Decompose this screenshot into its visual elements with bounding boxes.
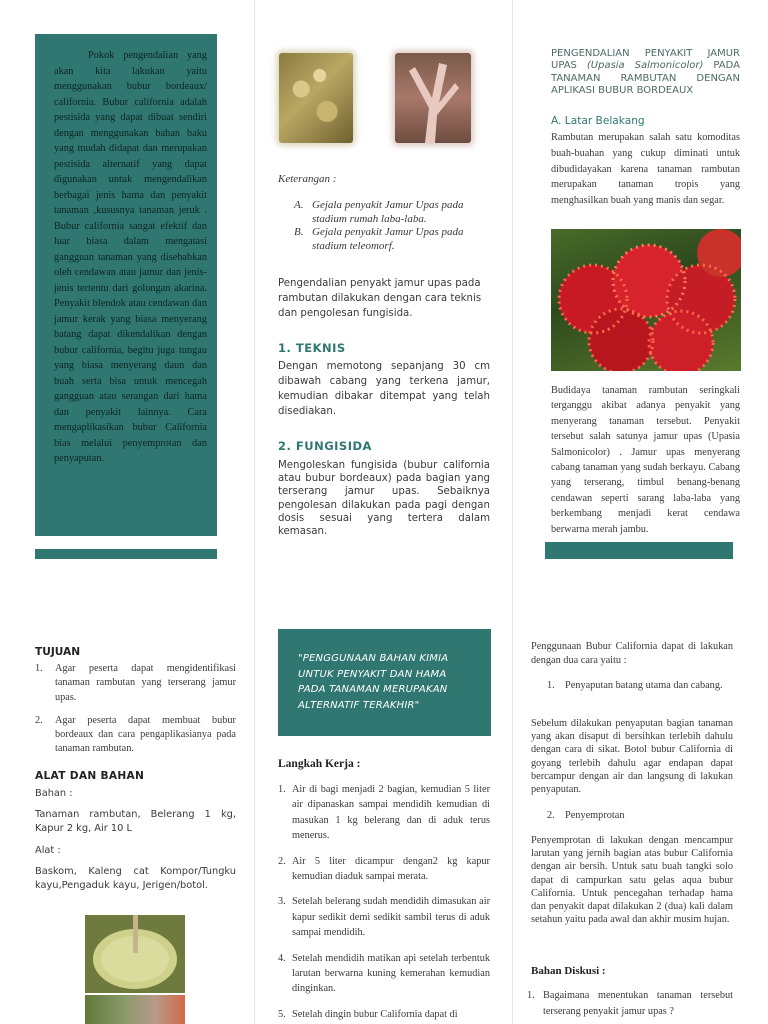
diskusi-item — [527, 988, 733, 1019]
rambutan-photo — [551, 229, 741, 371]
step-item — [278, 782, 490, 844]
penyemprotan-text: Penyemprotan di lakukan dengan mencampur larutan yang jernih bagian atas bubur California dengan air bersih. Untuk satu buah tangki solo dapat di campurkan satu gelas aqua bubur California. Untuk pencegahan terhadap hama dan penyakit dapat dilakukan 2 (dua) kali dalam setahun yaitu pada awal dan akhir musim hujan. — [531, 835, 733, 926]
fungisida-text: Mengoleskan fungisida (bubur california atau bubur bordeaux) pada bagian yang terserang jamur upas. Sebaiknya pengolesan dilakukan pada pagi dengan dosis sesuai yang tertera dalam kemasan. — [278, 460, 490, 538]
penyaputan-text: Sebelum dilakukan penyaputan bagian tanaman yang akan disaput di bersihkan terlebih dahulu dengan cara di sikat. Botol bubur California di goyang terlebih dahulu agar endapan dapat bercampur dengan air dan langsung di lakukan penyaputan. — [531, 718, 733, 796]
step-item — [278, 854, 490, 885]
brochure-title — [551, 48, 740, 97]
caption-text: Gejala penyakit Jamur Upas pada stadium teleomorf. — [312, 226, 464, 252]
diskusi-heading: Bahan Diskusi : — [531, 965, 606, 977]
rambutan-fruit-icon — [551, 229, 741, 371]
step-num: 3. — [278, 896, 286, 908]
caption-title: Keterangan : — [278, 173, 337, 185]
step-num: 1. — [278, 784, 286, 795]
tujuan-text: Agar peserta dapat membuat bubur bordeaux dan cara pengaplikasianya pada tanaman rambutan. — [55, 714, 236, 755]
title-part-b: PADA TANAMAN RAMBUTAN DENGAN APLIKASI BUBUR BORDEAUX — [551, 60, 740, 96]
quote-box — [278, 629, 491, 736]
step-text: Air di bagi menjadi 2 bagian, kemudian 5 liter air dipanaskan sampai mendidih kemudian di masukan 1 kg belerang dan di aduk terus menerus. — [292, 784, 490, 842]
bahan-text: Tanaman rambutan, Belerang 1 kg, Kapur 2 kg, Air 10 L — [35, 809, 236, 834]
tujuan-item — [35, 662, 236, 705]
tujuan-num: 2. — [35, 714, 43, 726]
step-num: 4. — [278, 952, 286, 964]
bahan-label: Bahan : — [35, 788, 73, 799]
control-intro: Pengendalian penyakt jamur upas pada rambutan dilakukan dengan cara teknis dan pengolesan fungisida. — [278, 278, 482, 319]
teal-bar-right — [545, 542, 733, 559]
intro-text-box — [35, 34, 217, 536]
budidaya-text: Budidaya tanaman rambutan seringkali terganggu akibat adanya penyakit yang menyerang tanaman tersebut. Penyakit tersebut salah satunya jamur upas (Upasia Salmonicolor) . Jamur upas menyerang cabang tanaman yang sudah berkayu. Cabang yang terserang, timbul benang-benang cendawan seperti sarang laba-laba yang berkembang menjadi kerat cendawa berwarna merah jambu. — [551, 385, 740, 535]
latar-text: Rambutan merupakan salah satu komoditas buah-buahan yang cukup diminati untuk dibudidayakan karena tanaman rambutan merupakan tanaman tropis yang menghasilkan buah yang manis dan segar. — [551, 132, 740, 207]
tujuan-text: Agar peserta dapat mengidentifikasi tanaman rambutan yang terserang jamur upas. — [55, 663, 236, 703]
alat-text: Baskom, Kaleng cat Kompor/Tungku kayu,Pengaduk kayu, Jerigen/botol. — [35, 866, 236, 891]
fungisida-heading: 2. FUNGISIDA — [278, 439, 372, 453]
column-divider-right — [512, 0, 513, 1024]
usage-num: 1. — [547, 680, 555, 691]
basin-icon — [85, 915, 185, 993]
caption-item-a — [294, 199, 478, 226]
step-text: Setelah mendidih matikan api setelah terbentuk larutan berwarna kuning kemerahan kemudian dinginkan. — [292, 952, 490, 995]
usage-text: Penyaputan batang utama dan cabang. — [565, 680, 723, 691]
caption-letter: A. — [294, 199, 304, 211]
langkah-heading: Langkah Kerja : — [278, 758, 361, 770]
tujuan-item — [35, 714, 236, 757]
fungus-photo-a — [279, 53, 353, 143]
step-num: 5. — [278, 1008, 286, 1020]
column-divider-left — [254, 0, 255, 1024]
bubur-photo — [85, 915, 185, 993]
diskusi-text: Bagaimana menentukan tanaman tersebut terserang penyakit jamur upas ? — [543, 990, 733, 1017]
step-text: Air 5 liter dicampur dengan2 kg kapur kemudian diaduk sampai merata. — [292, 855, 490, 883]
tujuan-heading: TUJUAN — [35, 646, 81, 658]
tujuan-list — [35, 662, 236, 757]
teknis-heading: 1. TEKNIS — [278, 341, 346, 355]
tools-photo — [85, 995, 185, 1024]
usage-text: Penyemprotan — [565, 810, 625, 821]
diskusi-num: 1. — [527, 990, 535, 1001]
usage-item-2 — [547, 809, 733, 823]
step-item — [278, 1007, 490, 1022]
alat-label: Alat : — [35, 845, 61, 856]
caption-letter: B. — [294, 226, 304, 238]
usage-intro: Penggunaan Bubur California dapat di lakukan dengan dua cara yaitu : — [531, 641, 733, 666]
caption-item-b — [294, 226, 478, 253]
quote-text: "PENGGUNAAN BAHAN KIMIA UNTUK PENYAKIT DAN HAMA PADA TANAMAN MERUPAKAN ALTERNATIF TERAKHIR" — [298, 653, 449, 711]
steps-list — [278, 782, 490, 1022]
title-italic: (Upasia Salmonicolor) — [586, 60, 704, 72]
intro-box-text: Pokok pengendalian yang akan kita lakukan yaitu menggunakan bubur bordeaux/ california. Bubur california adalah pestisida yang dapat dibuat sendiri dengan menggunakan bahan baku yang mudah didapat dan merupakan pestisida alternatif yang dapat digunakan untuk mengendalikan berbagai jenis hama dan penyakit tanaman ,kususnya tanaman jeruk . Bubur california sangat efektif dan luar biasa dalam mengatasi gangguan tanaman yang disebabkan oleh cendawan atau jamur dan jenis-jenis tertentu dari golongan akarina. Penyakit blendok atau cendawan dan jamur kerak yang biasa menyerang batang dapat dikendalikan dengan bubur california, begitu juga tungau yang biasa menyerang daun dan buah serta bisa untuk mencegah gangguan atau serangan dari hama dan penyakit lainnya. Cara mengaplikasikan bubur California bias melalui penyemprotan dan penyaputan. — [54, 50, 207, 464]
alat-bahan-heading: ALAT DAN BAHAN — [35, 770, 145, 782]
step-text: Setelah dingin bubur California dapat di — [292, 1008, 458, 1020]
caption-text: Gejala penyakit Jamur Upas pada stadium rumah laba-laba. — [312, 199, 464, 225]
teal-bar-left — [35, 549, 217, 559]
fungus-photo-b — [395, 53, 471, 143]
step-num: 2. — [278, 855, 286, 867]
branch-icon — [395, 53, 471, 143]
step-text: Setelah belerang sudah mendidih dimasukan air kapur sedikit demi sedikit sambil terus di aduk sampai mendidih. — [292, 896, 490, 939]
tujuan-num: 1. — [35, 663, 43, 674]
step-item — [278, 894, 490, 940]
step-item — [278, 951, 490, 997]
usage-num: 2. — [547, 810, 555, 821]
usage-item-1 — [547, 679, 733, 693]
latar-heading: A. Latar Belakang — [551, 115, 645, 127]
teknis-text: Dengan memotong sepanjang 30 cm dibawah cabang yang terkena jamur, kemudian dibakar ditempat yang telah disediakan. — [278, 361, 490, 417]
title-part-a: PENGENDALIAN PENYAKIT JAMUR UPAS — [551, 48, 740, 72]
caption-list — [294, 199, 478, 253]
